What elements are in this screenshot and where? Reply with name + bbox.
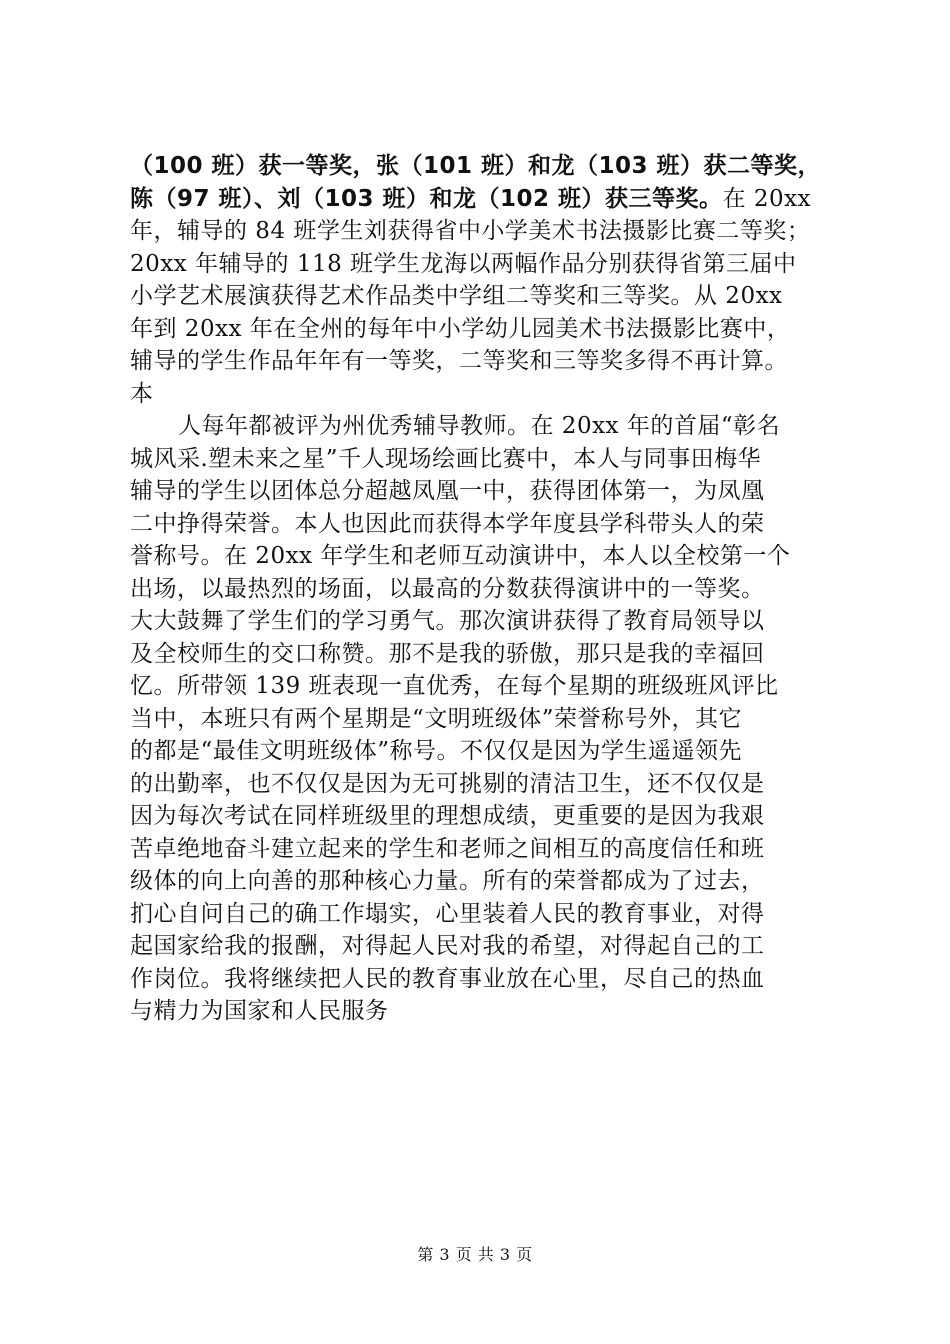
text-line: [130, 280, 840, 313]
text-line-content: 的出勤率，也不仅仅是因为无可挑剔的清洁卫生，还不仅仅是: [130, 770, 765, 797]
text-line-content: 与精力为国家和人民服务: [130, 998, 389, 1024]
text-line: [130, 378, 840, 411]
text-line: [130, 735, 840, 768]
text-line-content: 20xx 年辅导的 118 班学生龙海以两幅作品分别获得省第三届中: [130, 250, 797, 277]
text-line-content: 级体的向上向善的那种核心力量。所有的荣誉都成为了过去，: [130, 868, 765, 894]
text-line-content: 的都是“最佳文明班级体”称号。不仅仅是因为学生遥遥领先: [130, 738, 743, 764]
text-line-content: 大大鼓舞了学生们的学习勇气。那次演讲获得了教育局领导以: [130, 608, 765, 634]
text-line-content: 作岗位。我将继续把人民的教育事业放在心里，尽自己的热血: [130, 965, 765, 992]
document-body: [130, 150, 840, 1028]
text-line: [130, 898, 840, 931]
text-line-content: 人每年都被评为州优秀辅导教师。在 20xx 年的首届“彰名: [178, 413, 781, 439]
text-line: [130, 183, 840, 216]
text-line: [130, 930, 840, 963]
text-line: [130, 605, 840, 638]
text-line-content: 出场，以最热烈的场面，以最高的分数获得演讲中的一等奖。: [130, 575, 765, 602]
text-line: [130, 865, 840, 898]
text-line-content: 小学艺术展演获得艺术作品类中学组二等奖和三等奖。从 20xx: [130, 283, 783, 309]
text-line-content: 苦卓绝地奋斗建立起来的学生和老师之间相互的高度信任和班: [130, 835, 765, 862]
text-line-content: 及全校师生的交口称赞。那不是我的骄傲，那只是我的幸福回: [130, 640, 765, 667]
text-line: [130, 410, 840, 443]
text-line-content: 辅导的学生以团体总分超越凤凰一中，获得团体第一，为凤凰: [130, 478, 765, 504]
text-line: [130, 215, 840, 248]
text-line: [130, 670, 840, 703]
text-line-content: 城风采.塑未来之星”千人现场绘画比赛中，本人与同事田梅华: [130, 445, 762, 472]
text-line-content: 当中，本班只有两个星期是“文明班级体”荣誉称号外，其它: [130, 705, 743, 732]
text-line-content: 因为每次考试在同样班级里的理想成绩，更重要的是因为我艰: [130, 803, 765, 829]
text-line-content: 年，辅导的 84 班学生刘获得省中小学美术书法摄影比赛二等奖；: [130, 218, 811, 244]
text-line: [130, 995, 840, 1028]
text-line: [130, 573, 840, 606]
text-line: [130, 963, 840, 996]
text-line-content: 本: [130, 380, 154, 407]
text-line-content: 忆。所带领 139 班表现一直优秀，在每个星期的班级班风评比: [130, 673, 779, 699]
text-line: [130, 800, 840, 833]
text-line-content: 辅导的学生作品年年有一等奖，二等奖和三等奖多得不再计算。: [130, 348, 788, 374]
text-line-content: 年到 20xx 年在全州的每年中小学幼儿园美术书法摄影比赛中，: [130, 315, 791, 342]
text-line: [130, 443, 840, 476]
text-line: [130, 475, 840, 508]
text-line: [130, 540, 840, 573]
text-line: [130, 638, 840, 671]
text-line: [130, 508, 840, 541]
text-line-content: 起国家给我的报酬，对得起人民对我的希望，对得起自己的工: [130, 933, 765, 959]
text-line: [130, 345, 840, 378]
text-line-content: 二中挣得荣誉。本人也因此而获得本学年度县学科带头人的荣: [130, 510, 765, 537]
text-line-tail: 在 20xx: [722, 185, 812, 212]
text-line: [130, 833, 840, 866]
text-line-content: （100 班）获一等奖，张（101 班）和龙（103 班）获二等奖，: [130, 153, 822, 179]
text-line: [130, 150, 840, 183]
text-line: [130, 248, 840, 281]
text-line: [130, 703, 840, 736]
text-line-content: 陈（97 班）、刘（103 班）和龙（102 班）获三等奖。: [130, 185, 723, 212]
page-footer: 第 3 页 共 3 页: [417, 1245, 533, 1264]
text-line: [130, 768, 840, 801]
text-line: [130, 313, 840, 346]
text-line-content: 扪心自问自己的确工作塌实，心里装着人民的教育事业，对得: [130, 900, 765, 927]
text-line-content: 誉称号。在 20xx 年学生和老师互动演讲中，本人以全校第一个: [130, 543, 791, 569]
